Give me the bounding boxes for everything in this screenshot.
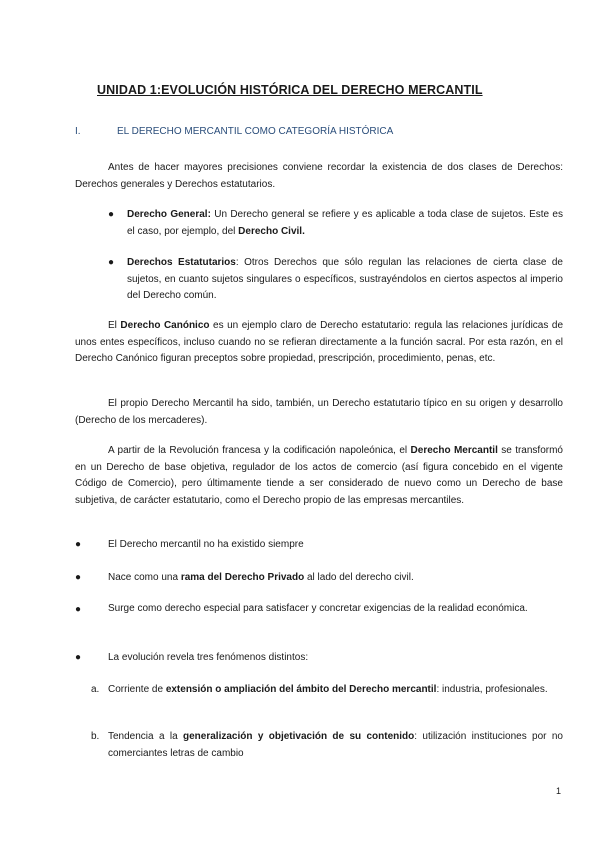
section-title: EL DERECHO MERCANTIL COMO CATEGORÍA HISTÓRICA <box>117 126 394 137</box>
revolucion-text-b: se transformó en un Derecho de base objetiva, regulador de los actos de comercio (así figura concebido en el vigente Código de Comercio), pero últimamente tiende a ser considerado de nuevo como un Derecho de base subjetiva, de carácter estatutario, como el Derecho propio de las empresas mercantiles. <box>75 445 563 506</box>
section-number: I. <box>75 126 81 137</box>
bullet-item4: ● <box>75 652 82 663</box>
derechos-estatutarios-text: : Otros Derechos que sólo regulan las relaciones de cierta clase de sujetos, en cuanto sujetos singulares o específicos, sustrayéndolos en ciertos aspectos al imperio del Derecho común. <box>127 257 563 301</box>
revolucion-text-a: A partir de la Revolución francesa y la codificación napoleónica, el <box>108 445 411 456</box>
canonico-text-a: El <box>108 320 121 331</box>
sublist-a-pre: Corriente de <box>108 684 166 695</box>
canonico-paragraph <box>75 318 563 368</box>
sublist-b-post: : utilización instituciones por no comerciantes letras de cambio <box>108 731 563 759</box>
canonico-term: Derecho Canónico <box>120 320 210 331</box>
canonico-text-b: es un ejemplo claro de Derecho estatutario: regula las relaciones jurídicas de unos entes específicos, incluso cuando no se refieran directamente a la función sacral. Por esta razón, en el Derecho Canónico figuran preceptos sobre propiedad, prescripción, procedimiento, penas, etc. <box>75 320 564 364</box>
sublist-item-b <box>108 729 563 762</box>
sublist-b-term: generalización y objetivación de su contenido <box>183 731 415 742</box>
derechos-estatutarios-item <box>127 255 563 305</box>
derechos-estatutarios-term: Derechos Estatutarios <box>127 257 236 268</box>
derecho-general-item <box>127 207 563 240</box>
item2-term: rama del Derecho Privado <box>180 572 305 583</box>
list-item <box>108 570 563 587</box>
intro-paragraph: Antes de hacer mayores precisiones conviene recordar la existencia de dos clases de Derechos: Derechos generales y Derechos estatutarios. <box>75 162 563 190</box>
item2-text-b: al lado del derecho civil. <box>304 572 414 583</box>
sublist-item-a <box>108 682 563 699</box>
list-item: Surge como derecho especial para satisfacer y concretar exigencias de la realidad económica. <box>108 603 528 614</box>
revolucion-paragraph <box>75 443 563 509</box>
sublist-label-a: a. <box>91 684 100 695</box>
bullet-derecho-general: ● <box>108 209 115 220</box>
sublist-b-pre: Tendencia a la <box>108 731 183 742</box>
derecho-general-text: Un Derecho general se refiere y es aplicable a toda clase de sujetos. Este es el caso, por ejemplo, del <box>127 209 563 237</box>
sublist-a-post: : industria, profesionales. <box>436 684 548 695</box>
section-heading <box>75 126 393 137</box>
item2-text-a: Nace como una <box>108 572 181 583</box>
list-item: El Derecho mercantil no ha existido siempre <box>108 539 304 550</box>
bullet-item2: ● <box>75 572 82 583</box>
derecho-civil-term: Derecho Civil. <box>238 225 305 237</box>
bullet-item1: ● <box>75 539 82 550</box>
derecho-general-term: Derecho General: <box>127 209 211 220</box>
sublist-a-term: extensión o ampliación del ámbito del Derecho mercantil <box>165 684 437 695</box>
mercantil-paragraph: El propio Derecho Mercantil ha sido, también, un Derecho estatutario típico en su origen y desarrollo (Derecho de los mercaderes). <box>75 398 563 426</box>
page-title: UNIDAD 1:EVOLUCIÓN HISTÓRICA DEL DERECHO MERCANTIL <box>97 83 483 97</box>
sublist-label-b: b. <box>91 731 100 742</box>
page-number: 1 <box>556 786 562 796</box>
bullet-derechos-estatutarios: ● <box>108 257 115 268</box>
revolucion-term: Derecho Mercantil <box>410 445 498 456</box>
list-item: La evolución revela tres fenómenos distintos: <box>108 652 309 663</box>
bullet-item3: ● <box>75 604 82 615</box>
